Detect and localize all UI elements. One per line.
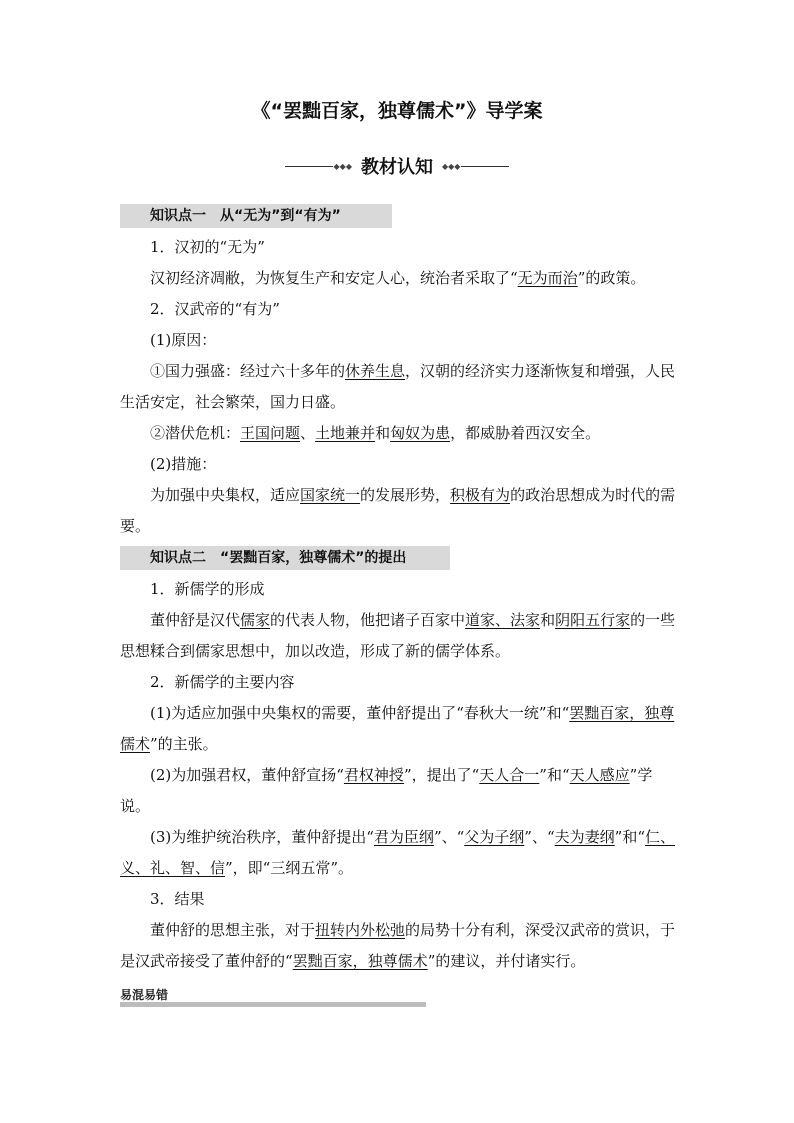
paragraph: (2)为加强君权，董仲舒宣扬“君权神授”，提出了“天人合一”和“天人感应”学说。 <box>120 766 653 815</box>
paragraph: 汉初经济凋敝，为恢复生产和安定人心，统治者采取了“无为而治”的政策。 <box>150 269 646 287</box>
answer-blank: 罢黜百家，独尊儒术 <box>292 952 428 970</box>
answer-blank: 国家统一 <box>300 486 361 504</box>
diamond-ornament-icon: ◆◆◆ <box>333 161 352 171</box>
paragraph: 为加强中央集权，适应国家统一的发展形势，积极有为的政治思想成为时代的需要。 <box>120 486 676 535</box>
answer-blank: 积极有为 <box>450 486 511 504</box>
paragraph: (1)为适应加强中央集权的需要，董仲舒提出了“春秋大一统”和“罢黜百家，独尊儒术”的主张。 <box>120 704 675 753</box>
confusion-section-header <box>120 986 426 1008</box>
answer-blank: 扭转内外松弛 <box>315 921 406 939</box>
banner-line-left <box>285 166 333 167</box>
section-banner <box>236 151 558 181</box>
knowledge-point-heading-1: 知识点一 从“无为”到“有为” <box>120 204 392 228</box>
page-title: 《“罢黜百家，独尊儒术”》导学案 <box>251 100 543 122</box>
answer-blank: 罢黜百家，独尊儒术 <box>120 704 675 753</box>
paragraph: 董仲舒的思想主张，对于扭转内外松弛的局势十分有利，深受汉武帝的赏识，于是汉武帝接受了董仲舒的“罢黜百家，独尊儒术”的建议，并付诸实行。 <box>120 921 676 970</box>
section-title: 教材认知 <box>361 157 433 178</box>
sub-subheading: (2)措施： <box>150 455 217 473</box>
answer-blank: 匈奴为患 <box>390 424 451 442</box>
answer-blank: 道家、法家 <box>465 611 541 629</box>
sub-subheading: (1)原因： <box>150 331 217 349</box>
answer-blank: 无为而治 <box>517 269 578 287</box>
subheading: 3．结果 <box>150 890 205 908</box>
answer-blank: 儒家 <box>240 611 271 629</box>
paragraph: (3)为维护统治秩序，董仲舒提出“君为臣纲”、“父为子纲”、“夫为妻纲”和“仁、义、礼、智、信”，即“三纲五常”。 <box>120 828 676 877</box>
confusion-bar <box>120 1002 426 1007</box>
answer-blank: 父为子纲 <box>464 828 525 846</box>
answer-blank: 阴阳五行家 <box>555 611 631 629</box>
subheading: 1．新儒学的形成 <box>150 580 265 598</box>
subheading: 2．汉武帝的“有为” <box>150 300 280 318</box>
main-content <box>120 200 676 977</box>
paragraph: ①国力强盛：经过六十多年的休养生息，汉朝的经济实力逐渐恢复和增强，人民生活安定，社会繁荣，国力日盛。 <box>120 362 676 411</box>
answer-blank: 夫为妻纲 <box>554 828 615 846</box>
paragraph: 董仲舒是汉代儒家的代表人物，他把诸子百家中道家、法家和阴阳五行家的一些思想糅合到儒家思想中，加以改造，形成了新的儒学体系。 <box>120 611 676 660</box>
answer-blank: 王国问题 <box>240 424 301 442</box>
banner-line-right <box>461 166 509 167</box>
paragraph: ②潜伏危机：王国问题、土地兼并和匈奴为患，都威胁着西汉安全。 <box>150 424 601 442</box>
answer-blank: 仁、义、礼、智、信 <box>120 828 676 877</box>
subheading: 2．新儒学的主要内容 <box>150 673 295 691</box>
subheading: 1．汉初的“无为” <box>150 238 265 256</box>
answer-blank: 天人感应 <box>569 766 630 784</box>
confusion-label: 易混易错 <box>120 988 169 1002</box>
answer-blank: 君权神授 <box>343 766 404 784</box>
answer-blank: 天人合一 <box>479 766 540 784</box>
answer-blank: 君为臣纲 <box>373 828 434 846</box>
answer-blank: 土地兼并 <box>315 424 376 442</box>
answer-blank: 休养生息 <box>345 362 406 380</box>
knowledge-point-heading-2: 知识点二 “罢黜百家，独尊儒术”的提出 <box>120 546 450 570</box>
diamond-ornament-icon: ◆◆◆ <box>442 161 461 171</box>
